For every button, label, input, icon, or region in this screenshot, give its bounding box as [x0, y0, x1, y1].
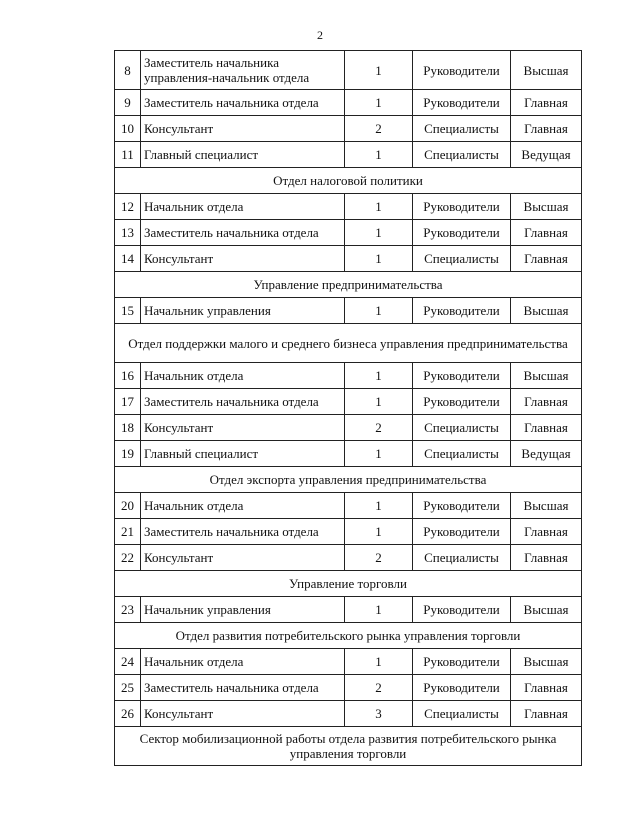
position-group: Высшая [511, 298, 582, 324]
staff-category: Специалисты [413, 415, 511, 441]
position-group: Главная [511, 220, 582, 246]
staff-count: 1 [345, 493, 413, 519]
position-title: Консультант [141, 545, 345, 571]
row-number: 18 [115, 415, 141, 441]
row-number: 13 [115, 220, 141, 246]
table-row [115, 246, 582, 272]
row-number: 8 [115, 51, 141, 90]
section-header-row [115, 467, 582, 493]
position-group: Ведущая [511, 441, 582, 467]
table-row [115, 649, 582, 675]
staff-category: Руководители [413, 194, 511, 220]
staff-category: Специалисты [413, 246, 511, 272]
row-number: 10 [115, 116, 141, 142]
staff-category: Руководители [413, 363, 511, 389]
row-number: 16 [115, 363, 141, 389]
position-group: Главная [511, 116, 582, 142]
staffing-table [114, 50, 582, 766]
position-group: Главная [511, 415, 582, 441]
table-row [115, 701, 582, 727]
table-row [115, 194, 582, 220]
staff-category: Руководители [413, 675, 511, 701]
row-number: 25 [115, 675, 141, 701]
staff-count: 1 [345, 298, 413, 324]
staff-count: 2 [345, 415, 413, 441]
staff-count: 3 [345, 701, 413, 727]
row-number: 9 [115, 90, 141, 116]
staff-count: 1 [345, 194, 413, 220]
staff-category: Специалисты [413, 142, 511, 168]
section-header-row [115, 571, 582, 597]
position-group: Ведущая [511, 142, 582, 168]
table-row [115, 389, 582, 415]
position-title: Заместитель начальника отдела [141, 675, 345, 701]
staff-category: Руководители [413, 649, 511, 675]
position-group: Главная [511, 90, 582, 116]
staff-category: Специалисты [413, 116, 511, 142]
staff-count: 1 [345, 51, 413, 90]
section-header-row [115, 168, 582, 194]
row-number: 22 [115, 545, 141, 571]
position-title: Консультант [141, 116, 345, 142]
section-header-row [115, 727, 582, 766]
row-number: 17 [115, 389, 141, 415]
position-title: Заместитель начальника отдела [141, 519, 345, 545]
staff-count: 1 [345, 90, 413, 116]
staff-category: Руководители [413, 298, 511, 324]
table-row [115, 116, 582, 142]
position-group: Главная [511, 675, 582, 701]
position-title: Начальник отдела [141, 493, 345, 519]
row-number: 12 [115, 194, 141, 220]
section-title: Сектор мобилизационной работы отдела развития потребительского рынка управления торговли [115, 727, 582, 766]
table-row [115, 493, 582, 519]
position-title: Начальник отдела [141, 649, 345, 675]
row-number: 26 [115, 701, 141, 727]
section-title: Отдел экспорта управления предпринимательства [115, 467, 582, 493]
position-title: Консультант [141, 701, 345, 727]
position-group: Высшая [511, 493, 582, 519]
staff-category: Специалисты [413, 545, 511, 571]
staff-count: 1 [345, 441, 413, 467]
staff-category: Руководители [413, 519, 511, 545]
position-group: Высшая [511, 363, 582, 389]
staff-count: 1 [345, 389, 413, 415]
position-group: Главная [511, 701, 582, 727]
row-number: 11 [115, 142, 141, 168]
position-title: Главный специалист [141, 142, 345, 168]
staff-count: 1 [345, 246, 413, 272]
staff-category: Руководители [413, 389, 511, 415]
table-row [115, 441, 582, 467]
staff-count: 2 [345, 545, 413, 571]
position-group: Главная [511, 545, 582, 571]
staff-count: 1 [345, 142, 413, 168]
staffing-table-body [115, 51, 582, 766]
staff-count: 2 [345, 116, 413, 142]
table-row [115, 220, 582, 246]
row-number: 23 [115, 597, 141, 623]
table-row [115, 597, 582, 623]
position-title: Заместитель начальника управления-начальник отдела [141, 51, 345, 90]
table-row [115, 519, 582, 545]
table-row [115, 90, 582, 116]
position-title: Заместитель начальника отдела [141, 90, 345, 116]
row-number: 19 [115, 441, 141, 467]
staff-count: 1 [345, 649, 413, 675]
staff-count: 1 [345, 519, 413, 545]
staff-count: 2 [345, 675, 413, 701]
position-title: Заместитель начальника отдела [141, 389, 345, 415]
section-header-row [115, 272, 582, 298]
position-title: Начальник отдела [141, 363, 345, 389]
staff-category: Специалисты [413, 441, 511, 467]
position-group: Главная [511, 246, 582, 272]
position-title: Начальник управления [141, 298, 345, 324]
section-header-row [115, 623, 582, 649]
staff-category: Руководители [413, 51, 511, 90]
table-row [115, 675, 582, 701]
section-header-row [115, 324, 582, 363]
section-title: Управление торговли [115, 571, 582, 597]
staff-category: Руководители [413, 90, 511, 116]
staff-category: Руководители [413, 597, 511, 623]
staff-count: 1 [345, 597, 413, 623]
row-number: 14 [115, 246, 141, 272]
row-number: 15 [115, 298, 141, 324]
table-row [115, 142, 582, 168]
section-title: Отдел налоговой политики [115, 168, 582, 194]
table-row [115, 415, 582, 441]
position-title: Заместитель начальника отдела [141, 220, 345, 246]
position-title: Главный специалист [141, 441, 345, 467]
table-row [115, 545, 582, 571]
staff-count: 1 [345, 220, 413, 246]
position-title: Начальник отдела [141, 194, 345, 220]
row-number: 24 [115, 649, 141, 675]
staff-category: Руководители [413, 220, 511, 246]
row-number: 20 [115, 493, 141, 519]
row-number: 21 [115, 519, 141, 545]
position-title: Консультант [141, 415, 345, 441]
staff-count: 1 [345, 363, 413, 389]
table-row [115, 51, 582, 90]
position-group: Главная [511, 519, 582, 545]
section-title: Управление предпринимательства [115, 272, 582, 298]
position-title: Начальник управления [141, 597, 345, 623]
page-number: 2 [317, 28, 323, 42]
position-group: Высшая [511, 649, 582, 675]
table-row [115, 298, 582, 324]
section-title: Отдел развития потребительского рынка управления торговли [115, 623, 582, 649]
position-group: Высшая [511, 597, 582, 623]
position-group: Высшая [511, 194, 582, 220]
table-row [115, 363, 582, 389]
position-group: Высшая [511, 51, 582, 90]
position-group: Главная [511, 389, 582, 415]
section-title: Отдел поддержки малого и среднего бизнеса управления предпринимательства [115, 324, 582, 363]
staff-category: Специалисты [413, 701, 511, 727]
staff-category: Руководители [413, 493, 511, 519]
position-title: Консультант [141, 246, 345, 272]
